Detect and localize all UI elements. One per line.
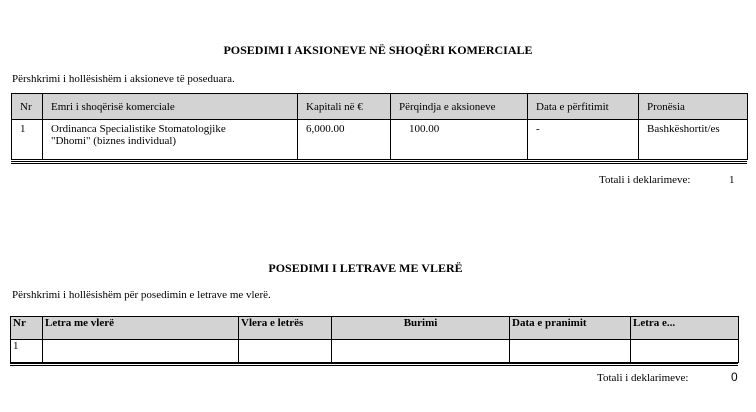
- securities-section-description: Përshkrimi i hollësishëm për posedimin e letrave me vlerë.: [12, 289, 271, 301]
- table-row: [12, 120, 748, 160]
- securities-table-header-row: [11, 317, 739, 340]
- company-name-line1: Ordinanca Specialistike Stomatologjike: [51, 123, 226, 135]
- table-row: [11, 340, 739, 363]
- cell-company-name: [43, 120, 298, 160]
- header-capital: Kapitali në €: [298, 94, 391, 120]
- header-ownership: Pronësia: [639, 94, 748, 120]
- securities-section-title: POSEDIMI I LETRAVE ME VLERË: [268, 261, 463, 275]
- shares-total-label: Totali i deklarimeve:: [599, 174, 691, 186]
- header-share-percent: Përqindja e aksioneve: [391, 94, 528, 120]
- shares-section-title: POSEDIMI I AKSIONEVE NË SHOQËRI KOMERCIALE: [223, 43, 533, 57]
- cell-nr: 1: [12, 120, 43, 160]
- cell-share-percent: 100.00: [391, 120, 528, 160]
- cell-capital: 6,000.00: [298, 120, 391, 160]
- securities-total-value: 0: [731, 370, 738, 384]
- shares-section-description: Përshkrimi i hollësishëm i aksioneve të poseduara.: [12, 73, 235, 85]
- cell-security-value: [239, 340, 332, 363]
- header-other: Letra e...: [631, 317, 739, 340]
- cell-ownership: Bashkëshortit/es: [639, 120, 748, 160]
- header-company-name: Emri i shoqërisë komerciale: [43, 94, 298, 120]
- cell-receipt-date: [510, 340, 631, 363]
- shares-table-header-row: [12, 94, 748, 120]
- company-name-line2: "Dhomi" (biznes individual): [51, 135, 177, 147]
- cell-other: [631, 340, 739, 363]
- header-nr: Nr: [12, 94, 43, 120]
- cell-nr: 1: [11, 340, 43, 363]
- header-nr: Nr: [11, 317, 43, 340]
- securities-table: [10, 316, 739, 363]
- header-receipt-date: Data e pranimit: [510, 317, 631, 340]
- cell-security: [43, 340, 239, 363]
- cell-source: [332, 340, 510, 363]
- cell-acquisition-date: -: [528, 120, 639, 160]
- header-security-value: Vlera e letrës: [239, 317, 332, 340]
- header-security: Letra me vlerë: [43, 317, 239, 340]
- header-source: Burimi: [332, 317, 510, 340]
- shares-table: [11, 93, 748, 160]
- shares-total-value: 1: [729, 174, 735, 186]
- securities-total-label: Totali i deklarimeve:: [597, 372, 689, 384]
- shares-table-bottom-rule: [11, 161, 747, 164]
- header-acquisition-date: Data e përfitimit: [528, 94, 639, 120]
- securities-table-bottom-rule: [10, 363, 738, 366]
